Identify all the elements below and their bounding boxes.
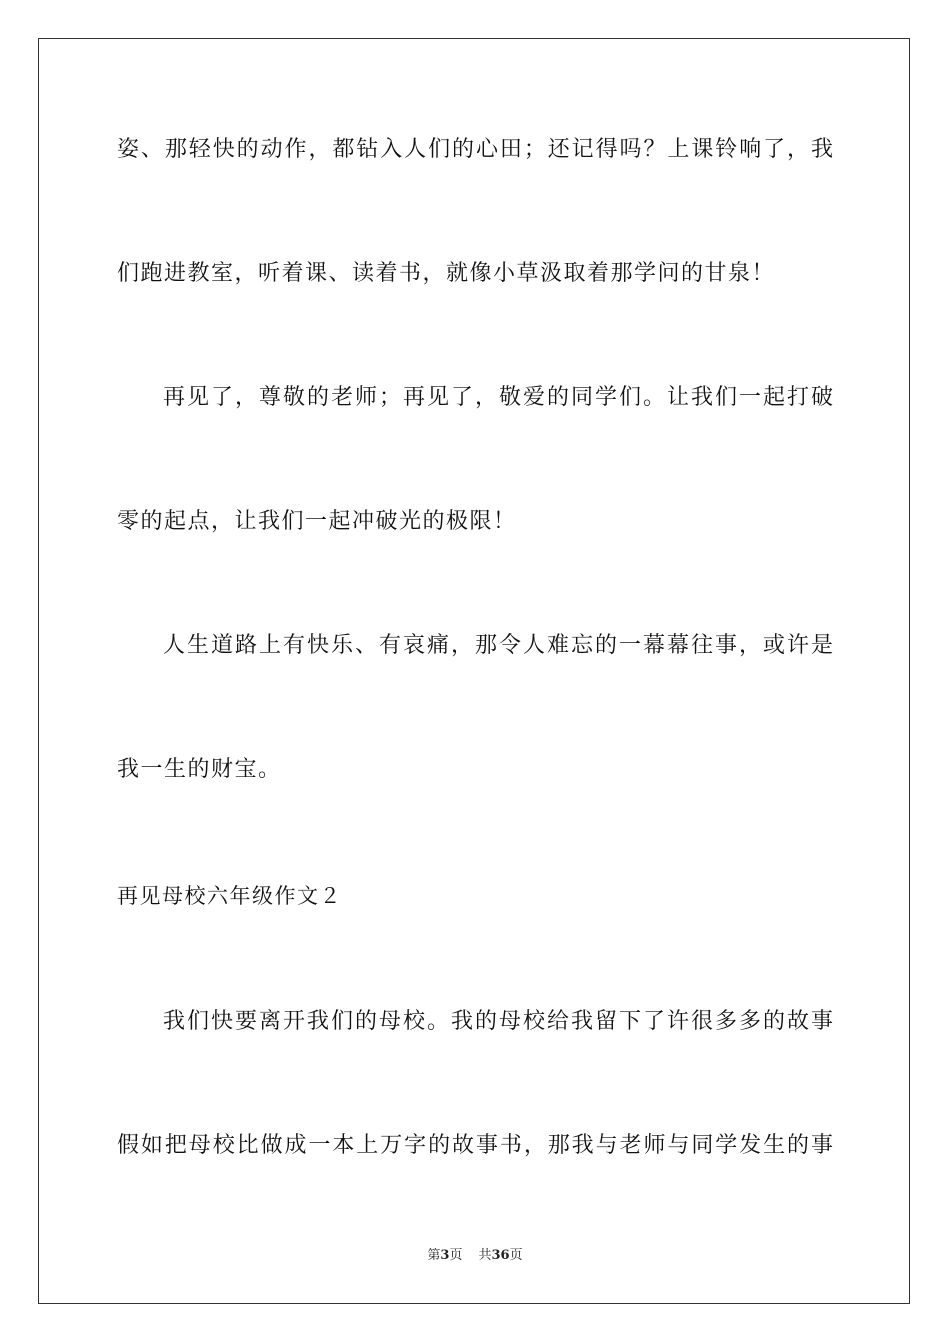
page-label-suffix: 页 [449, 1248, 463, 1263]
page-footer [0, 1247, 950, 1265]
paragraph-line-6: 我一生的财宝。 [117, 757, 282, 782]
paragraph-line-5: 人生道路上有快乐、有哀痛，那令人难忘的一幕幕往事，或许是 [163, 633, 833, 658]
paragraph-line-8: 假如把母校比做成一本上万字的故事书，那我与老师与同学发生的事 [117, 1133, 833, 1158]
paragraph-line-1: 姿、那轻快的动作，都钻入人们的心田；还记得吗？上课铃响了，我 [117, 137, 833, 162]
section-heading: 再见母校六年级作文２ [117, 884, 342, 908]
paragraph-line-2: 们跑进教室，听着课、读着书，就像小草汲取着那学问的甘泉！ [117, 261, 776, 286]
total-pages: 36 [491, 1248, 510, 1263]
page-label-prefix: 第 [427, 1248, 441, 1263]
page-border [38, 38, 910, 1304]
total-label-suffix: 页 [509, 1248, 523, 1263]
paragraph-line-3: 再见了，尊敬的老师；再见了，敬爱的同学们。让我们一起打破 [163, 385, 833, 410]
total-label-prefix: 共 [478, 1248, 492, 1263]
paragraph-line-7: 我们快要离开我们的母校。我的母校给我留下了许很多多的故事 [163, 1009, 833, 1034]
page-number: 3 [440, 1248, 450, 1263]
paragraph-line-4: 零的起点，让我们一起冲破光的极限！ [117, 509, 517, 534]
